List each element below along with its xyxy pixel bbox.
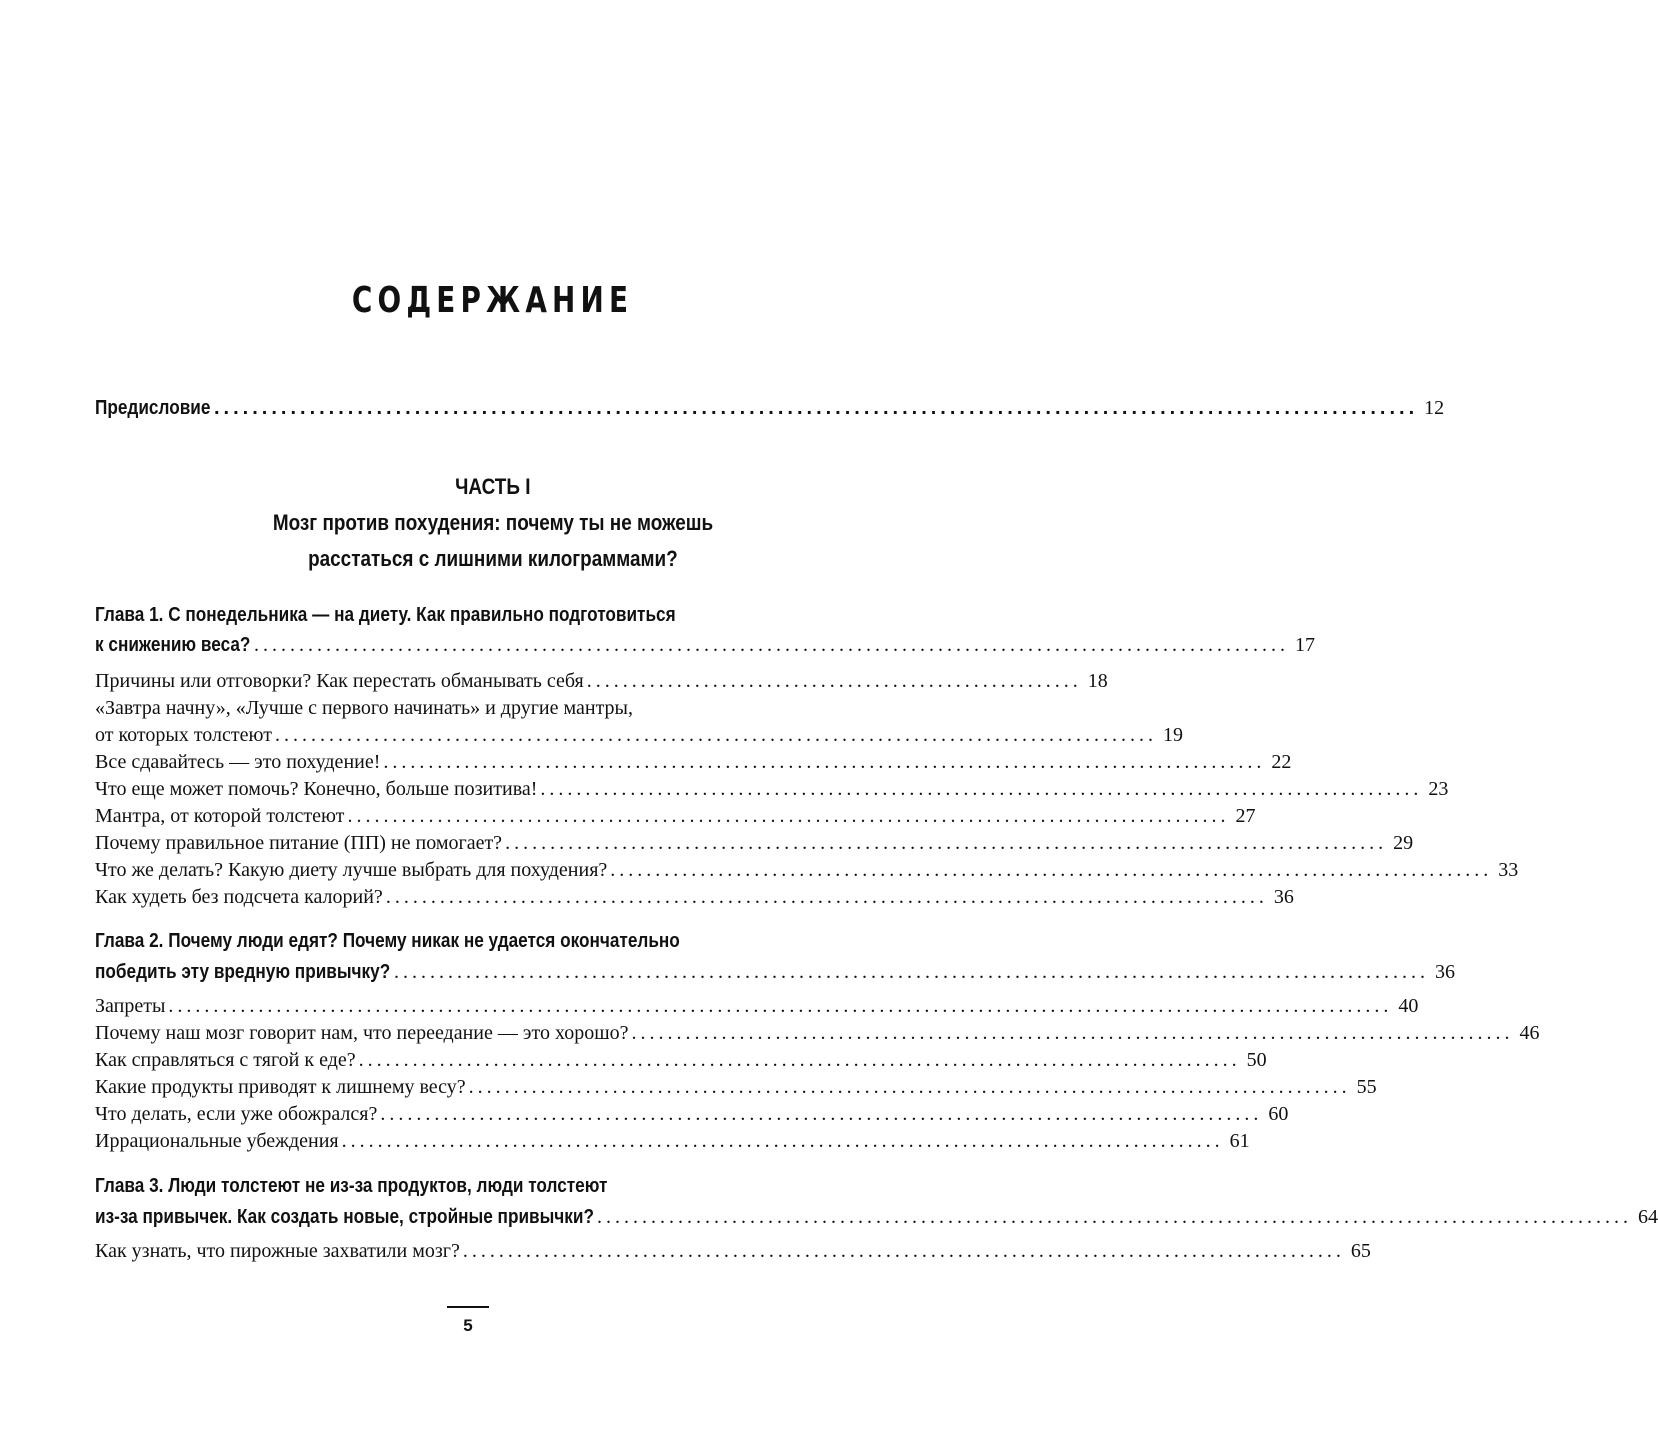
toc-entry-page: 46 [1519,1022,1540,1044]
toc-entry-chapter-1[interactable] [95,634,1315,657]
toc-entry[interactable] [95,995,1419,1018]
toc-entry[interactable] [95,1076,1377,1099]
toc-entry-label: Почему наш мозг говорит нам, что переедание — это хорошо? [95,1022,629,1044]
toc-entry-label: к снижению веса? [95,634,251,656]
toc-entry-page: 12 [1424,397,1445,419]
toc-entry-label: Что же делать? Какую диету лучше выбрать для похудения? [95,859,608,881]
toc-entry-page: 40 [1398,995,1419,1017]
toc-entry-label: из-за привычек. Как создать новые, стройные привычки? [95,1206,594,1228]
dot-leader: .................................................................................................. [274,724,1157,746]
toc-entry-label: Мантра, от которой толстеют [95,805,345,827]
toc-entry-label: от которых толстеют [95,724,272,746]
toc-entry-page: 23 [1428,778,1449,800]
dot-leader: ................................................................................................................... [597,1206,1632,1228]
dot-leader: .................................................................................................. [540,778,1423,800]
dot-leader: .................................................................................................. [610,859,1493,881]
toc-entry-label: Какие продукты приводят к лишнему весу? [95,1076,466,1098]
part-label: ЧАСТЬ I [455,474,531,499]
toc-entry-page: 27 [1235,805,1256,827]
toc-entry-page: 22 [1271,751,1292,773]
toc-entry[interactable] [95,1130,1250,1153]
part-title-line1: Мозг против похудения: почему ты не можешь [272,510,714,535]
toc-entry[interactable] [95,778,1449,801]
toc-entry[interactable] [95,1103,1289,1126]
toc-entry-preface[interactable] [95,397,1445,420]
toc-entry-chapter-2[interactable] [95,961,1455,984]
toc-entry-page: 19 [1162,724,1183,746]
dot-leader: .................................................................................................. [462,1240,1345,1262]
dot-leader: .................................................................................................. [383,751,1266,773]
toc-entry-page: 65 [1350,1240,1371,1262]
toc-entry-label: «Завтра начну», «Лучше с первого начинать» и другие мантры, [95,697,633,719]
toc-entry-label: Как справляться с тягой к еде? [95,1049,356,1071]
part-heading [0,470,986,576]
toc-entry[interactable] [95,670,1108,693]
toc-entry-page: 60 [1268,1103,1289,1125]
toc-entry[interactable] [95,859,1519,882]
toc-entry-chapter-3[interactable] [95,1206,1658,1229]
toc-entry-label: Запреты [95,995,166,1017]
toc-title-text: СОДЕРЖАНИЕ [352,280,634,321]
dot-leader: .............................................................................................................................. [214,397,1419,419]
toc-entry-page: 36 [1273,886,1294,908]
toc-entry-page: 17 [1295,634,1315,656]
toc-entry-label: Иррациональные убеждения [95,1130,339,1152]
dot-leader: .................................................................................................. [505,832,1388,854]
toc-entry-label: Что еще может помочь? Конечно, больше позитива! [95,778,538,800]
toc-entry[interactable] [95,1049,1267,1072]
dot-leader: ................................................................................................................... [254,634,1289,656]
toc-entry-label: победить эту вредную привычку? [95,961,391,983]
chapter-1-line1: Глава 1. С понедельника — на диету. Как правильно подготовиться [95,604,676,626]
toc-entry-label: Что делать, если уже обожрался? [95,1103,378,1125]
dot-leader: .................................................................................................. [358,1049,1241,1071]
dot-leader: ................................................................................................................... [394,961,1429,983]
dot-leader: .................................................................................................. [468,1076,1351,1098]
toc-entry-line1[interactable] [95,697,845,720]
toc-entry-page: 55 [1356,1076,1377,1098]
toc-entry-label: Как худеть без подсчета калорий? [95,886,383,908]
dot-leader: .................................................................................................. [380,1103,1263,1125]
dot-leader: .................................................................................................. [385,886,1268,908]
footer-rule [447,1306,489,1308]
dot-leader: ....................................................... [586,670,1082,692]
toc-entry[interactable] [95,751,1292,774]
toc-entry[interactable] [95,832,1414,855]
toc-entry-page: 64 [1638,1206,1658,1228]
toc-entry-label: Предисловие [95,397,211,419]
dot-leader: .................................................................................................. [341,1130,1224,1152]
toc-entry[interactable] [95,1022,1540,1045]
part-title-line2: расстаться с лишними килограммами? [308,546,678,571]
toc-entry[interactable] [95,724,1183,747]
toc-entry-label: Как узнать, что пирожные захватили мозг? [95,1240,460,1262]
toc-entry-page: 50 [1246,1049,1267,1071]
toc-entry-label: Причины или отговорки? Как перестать обманывать себя [95,670,584,692]
dot-leader: ........................................................................................................................................ [168,995,1393,1017]
toc-entry-label: Почему правильное питание (ПП) не помогает? [95,832,503,854]
toc-entry[interactable] [95,1240,1371,1263]
toc-entry-page: 61 [1229,1130,1250,1152]
toc-entry[interactable] [95,886,1294,909]
dot-leader: .................................................................................................. [631,1022,1514,1044]
chapter-1-heading [95,604,770,627]
page-number: 5 [463,1316,473,1335]
toc-entry-page: 29 [1393,832,1414,854]
chapter-2-heading [95,930,775,953]
toc-entry[interactable] [95,805,1256,828]
toc-entry-page: 18 [1087,670,1108,692]
dot-leader: .................................................................................................. [347,805,1230,827]
toc-content [95,0,1658,1447]
toc-entry-page: 33 [1498,859,1519,881]
chapter-2-line1: Глава 2. Почему люди едят? Почему никак не удается окончательно [95,930,680,952]
toc-entry-label: Все сдавайтесь — это похудение! [95,751,381,773]
toc-entry-page: 36 [1435,961,1455,983]
chapter-3-line1: Глава 3. Люди толстеют не из-за продуктов, люди толстеют [95,1175,608,1197]
chapter-3-heading [95,1175,691,1198]
